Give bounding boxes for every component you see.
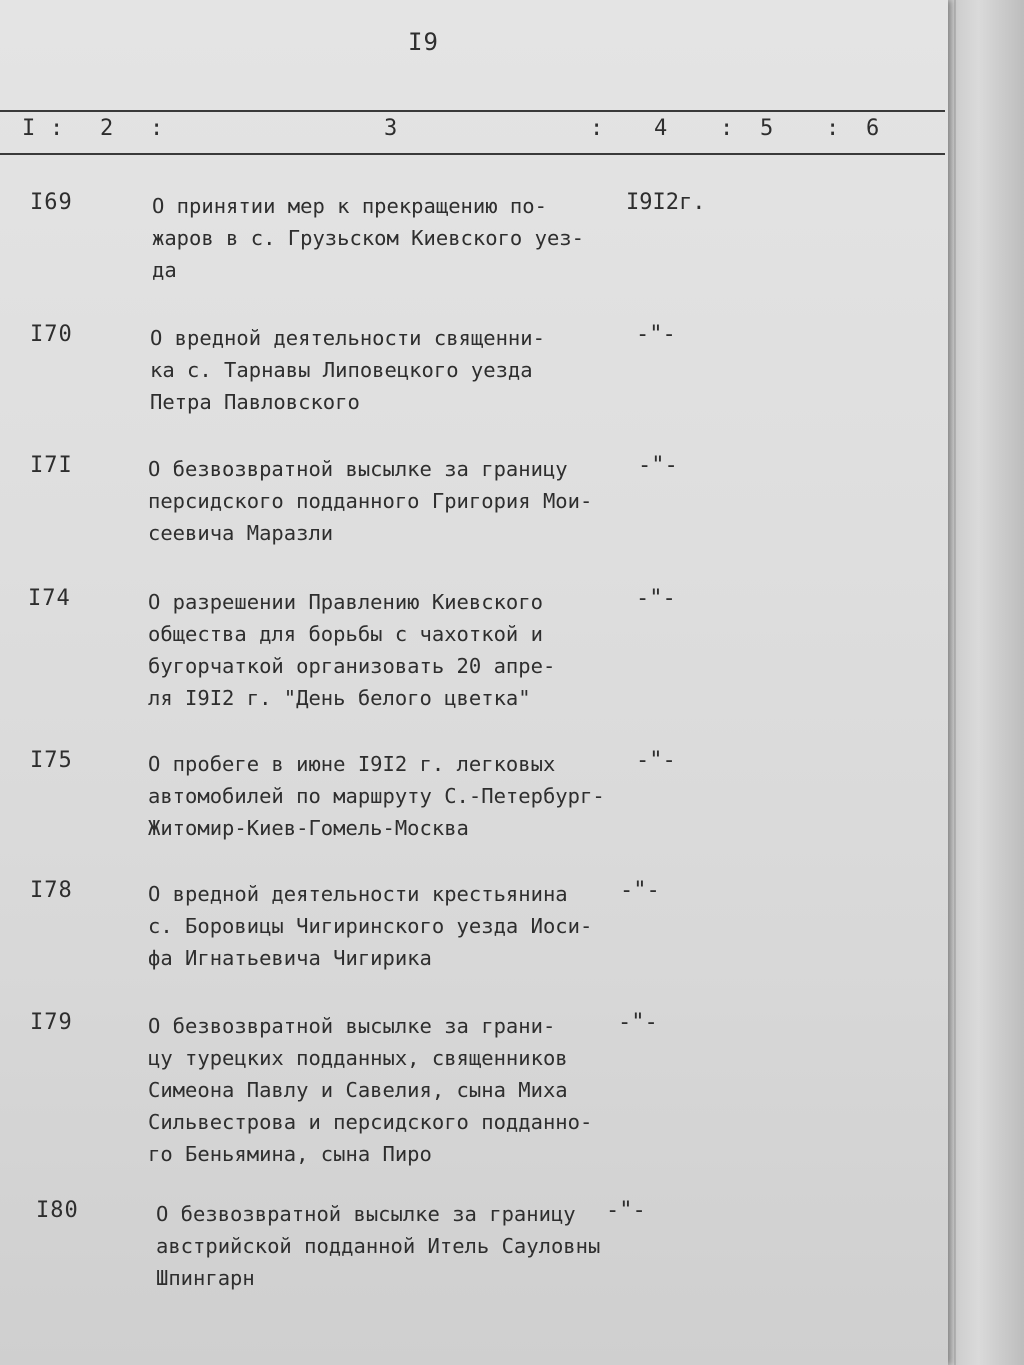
entry-number: I80: [36, 1198, 79, 1223]
column-separator: :: [50, 116, 64, 141]
column-separator: :: [826, 116, 840, 141]
entry-description: [150, 322, 640, 418]
entry-description-line: Сильвестрова и персидского подданно-: [148, 1110, 593, 1134]
entry-description: [148, 586, 638, 714]
column-separator: :: [150, 116, 164, 141]
entry-year: I9I2г.: [626, 190, 706, 215]
entry-description-line: жаров в с. Грузьском Киевского уез-: [152, 226, 584, 250]
entry-number: I78: [30, 878, 73, 903]
entry-description-line: Симеона Павлу и Савелия, сына Миха: [148, 1078, 568, 1102]
underlying-sheet-edge: [948, 0, 1024, 1365]
entry-year: -"-: [636, 748, 676, 773]
entry-description: [156, 1198, 646, 1294]
entry-number: I79: [30, 1010, 73, 1035]
header-rule-top: [0, 110, 945, 112]
column-header-5: 5: [760, 116, 774, 141]
entry-description-line: Шпингарн: [156, 1266, 255, 1290]
entry-description-line: О пробеге в июне I9I2 г. легковых: [148, 752, 556, 776]
entry-description-line: О безвозвратной высылке за грани-: [148, 1014, 556, 1038]
column-header-2: 2: [100, 116, 114, 141]
column-header-6: 6: [866, 116, 880, 141]
entry-description: [148, 453, 638, 549]
entry-year: -"-: [606, 1198, 646, 1223]
entry-description-line: ля I9I2 г. "День белого цветка": [148, 686, 531, 710]
entry-year: -"-: [636, 322, 676, 347]
entry-number: I75: [30, 748, 73, 773]
entry-description-line: сеевича Маразли: [148, 521, 334, 545]
entry-description-line: Житомир-Киев-Гомель-Москва: [148, 816, 469, 840]
column-separator: :: [590, 116, 604, 141]
entry-description-line: бугорчаткой организовать 20 апре-: [148, 654, 556, 678]
entry-description: [148, 878, 638, 974]
entry-year: -"-: [618, 1010, 658, 1035]
entry-description-line: О принятии мер к прекращению по-: [152, 194, 547, 218]
entry-number: I74: [28, 586, 71, 611]
entry-description-line: персидского подданного Григория Мои-: [148, 489, 593, 513]
entry-description-line: австрийской подданной Итель Сауловны: [156, 1234, 601, 1258]
entry-description: [148, 748, 638, 844]
header-rule-bottom: [0, 153, 945, 155]
entry-description-line: ка с. Тарнавы Липовецкого уезда: [150, 358, 533, 382]
entry-description-line: О безвозвратной высылке за границу: [156, 1202, 576, 1226]
entry-description-line: О разрешении Правлению Киевского: [148, 590, 543, 614]
column-separator: :: [720, 116, 734, 141]
entry-number: I7I: [30, 453, 73, 478]
column-separator: I: [22, 116, 36, 141]
entry-description-line: О вредной деятельности священни-: [150, 326, 545, 350]
column-header-4: 4: [654, 116, 668, 141]
entry-description-line: общества для борьбы с чахоткой и: [148, 622, 543, 646]
entry-description-line: О безвозвратной высылке за границу: [148, 457, 568, 481]
entry-year: -"-: [636, 586, 676, 611]
entry-number: I70: [30, 322, 73, 347]
entry-number: I69: [30, 190, 73, 215]
entry-year: -"-: [620, 878, 660, 903]
entry-description-line: го Беньямина, сына Пиро: [148, 1142, 432, 1166]
entry-description-line: О вредной деятельности крестьянина: [148, 882, 568, 906]
entry-description: [148, 1010, 638, 1170]
entry-description-line: с. Боровицы Чигиринского уезда Иоси-: [148, 914, 593, 938]
entry-description-line: фа Игнатьевича Чигирика: [148, 946, 432, 970]
entry-description-line: автомобилей по маршруту С.-Петербург-: [148, 784, 605, 808]
entry-description-line: да: [152, 258, 177, 282]
entry-year: -"-: [638, 453, 678, 478]
entry-description-line: Петра Павловского: [150, 390, 360, 414]
entry-description-line: цу турецких подданных, священников: [148, 1046, 568, 1070]
entry-description: [152, 190, 642, 286]
column-header-3: 3: [384, 116, 398, 141]
page-number: I9: [408, 28, 439, 56]
